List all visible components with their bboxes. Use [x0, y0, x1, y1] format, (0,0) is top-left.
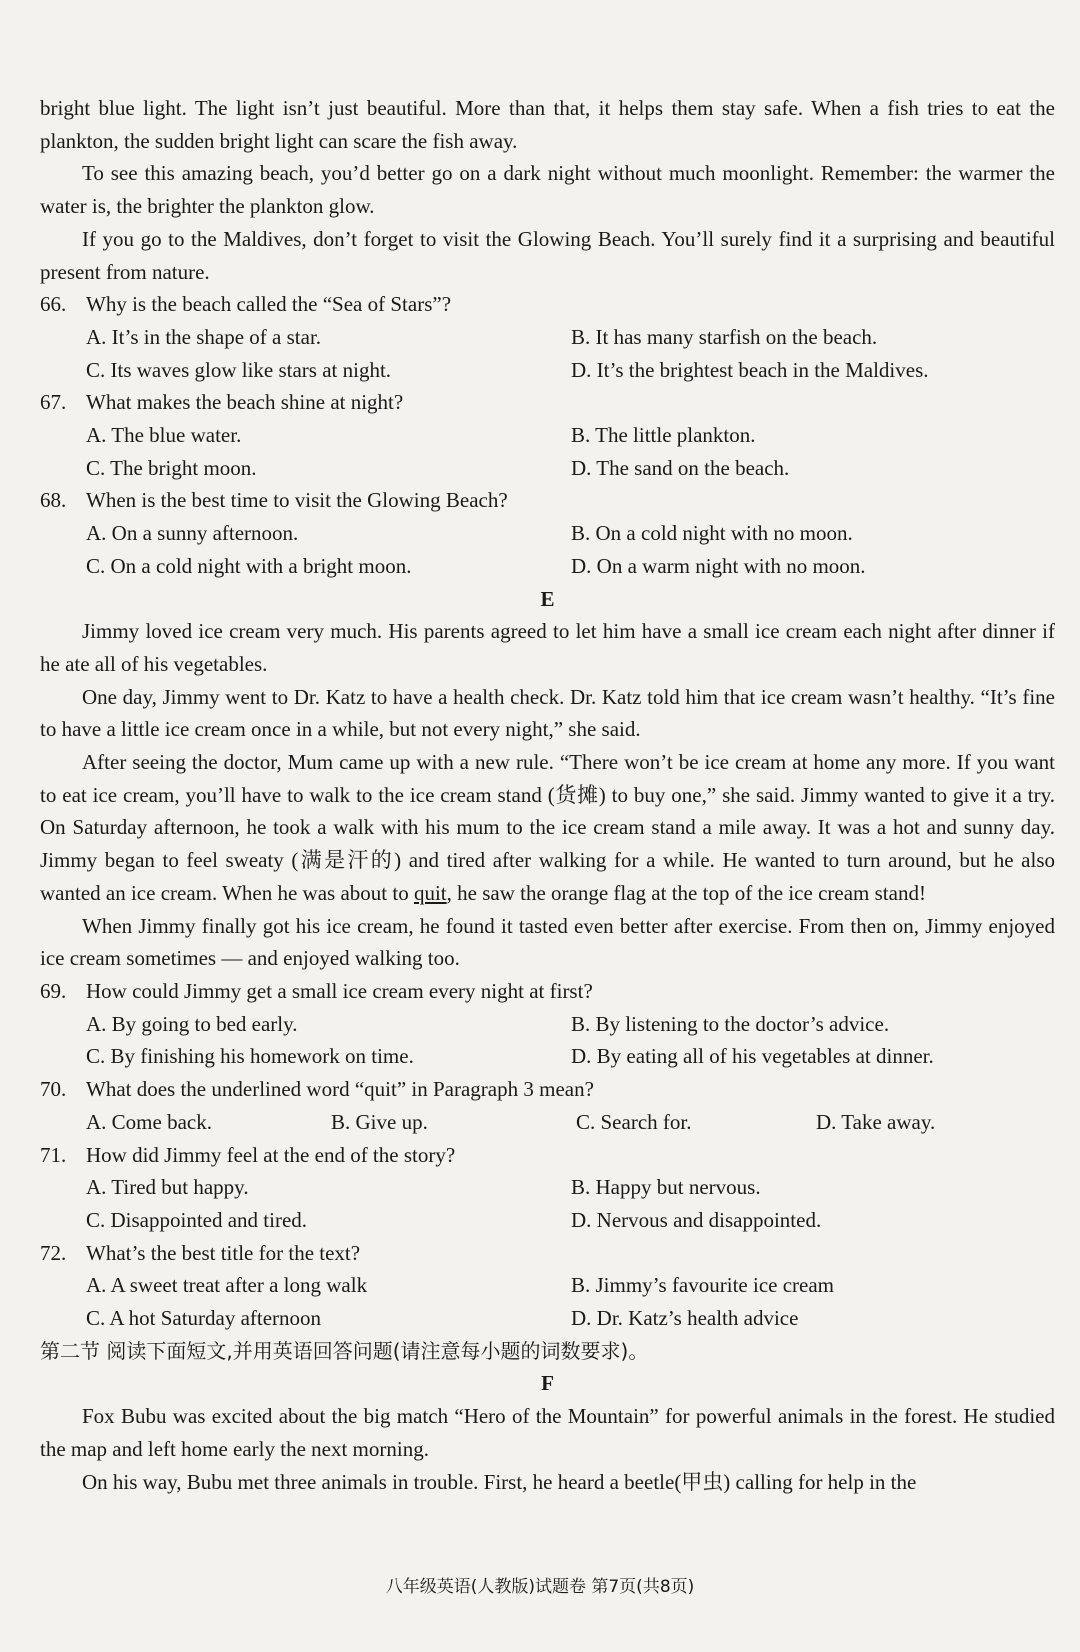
- passage-paragraph: Fox Bubu was excited about the big match “Hero of the Mountain” for powerful animals in the forest. He studied the map and left home early the next morning.: [40, 1404, 1055, 1461]
- page-content: [40, 92, 1055, 1498]
- question-number: 70.: [40, 1077, 67, 1102]
- paragraph-text: , he saw the orange flag at the top of the ice cream stand!: [446, 880, 926, 905]
- passage-paragraph: One day, Jimmy went to Dr. Katz to have a health check. Dr. Katz told him that ice cream wasn’t healthy. “It’s fine to have a little ice cream once in a while, but not every night,” she said.: [40, 684, 1055, 742]
- option: C. On a cold night with a bright moon.: [86, 553, 412, 578]
- paragraph-text: After seeing the doctor, Mum came up with a new rule. “There won’t be ice cream at home any more. If you want to eat ice cream, you’ll have to walk to the ice cream stand (货摊) to buy one,” she said. Jimmy wanted to give it a try. On Saturday afternoon, he took a walk with his mum to the ice cream stand a mile away. It was a hot and sunny day. Jimmy began to feel sweaty (满是汗的) and tired after walking for a while. He wanted to turn around, but he also wanted an ice cream. When he was about to: [40, 750, 1055, 905]
- option: C. A hot Saturday afternoon: [86, 1306, 322, 1331]
- option: B. Happy but nervous.: [571, 1175, 761, 1200]
- option: D. Nervous and disappointed.: [571, 1207, 822, 1232]
- question-number: 66.: [40, 292, 67, 317]
- option: C. By finishing his homework on time.: [86, 1044, 414, 1069]
- options: [40, 1106, 1055, 1139]
- question-number: 69.: [40, 978, 67, 1003]
- option: A. The blue water.: [86, 423, 242, 448]
- question-number: 71.: [40, 1142, 67, 1167]
- option: D. Take away.: [816, 1109, 936, 1134]
- question-text: Why is the beach called the “Sea of Stars”?: [86, 292, 452, 317]
- page-footer: 八年级英语(人教版)试题卷 第7页(共8页): [385, 1577, 695, 1597]
- passage-paragraph: If you go to the Maldives, don’t forget to visit the Glowing Beach. You’ll surely find it a surprising and beautiful present from nature.: [40, 226, 1055, 284]
- option: C. Search for.: [576, 1109, 692, 1134]
- passage-paragraph: To see this amazing beach, you’d better go on a dark night without much moonlight. Remember: the warmer the water is, the brighter the plankton glow.: [40, 161, 1055, 219]
- options: [40, 1171, 1055, 1236]
- underlined-word: quit: [413, 880, 447, 905]
- option: D. The sand on the beach.: [571, 455, 790, 480]
- question-text: How did Jimmy feel at the end of the story?: [86, 1142, 456, 1167]
- option: B. It has many starfish on the beach.: [571, 324, 878, 349]
- passage-paragraph: On his way, Bubu met three animals in trouble. First, he heard a beetle(甲虫) calling for help in the: [82, 1469, 917, 1494]
- question-text: What’s the best title for the text?: [86, 1240, 361, 1265]
- option: B. On a cold night with no moon.: [571, 521, 853, 546]
- question-number: 67.: [40, 390, 67, 415]
- option: B. Jimmy’s favourite ice cream: [571, 1273, 835, 1298]
- options: [40, 321, 1055, 386]
- question: [40, 386, 1055, 419]
- option: B. By listening to the doctor’s advice.: [571, 1011, 890, 1036]
- question: [40, 1073, 1055, 1106]
- question-text: What makes the beach shine at night?: [86, 390, 404, 415]
- question: [40, 975, 1055, 1008]
- option: D. On a warm night with no moon.: [571, 553, 866, 578]
- question-number: 72.: [40, 1240, 67, 1265]
- option: D. Dr. Katz’s health advice: [571, 1306, 799, 1331]
- question: [40, 1139, 1055, 1172]
- options: [40, 517, 1055, 582]
- option: A. Tired but happy.: [86, 1175, 249, 1200]
- question-text: How could Jimmy get a small ice cream every night at first?: [86, 978, 593, 1003]
- option: A. A sweet treat after a long walk: [86, 1273, 368, 1298]
- option: C. Disappointed and tired.: [86, 1207, 308, 1232]
- options: [40, 419, 1055, 484]
- option: A. On a sunny afternoon.: [86, 521, 299, 546]
- passage-paragraph: bright blue light. The light isn’t just beautiful. More than that, it helps them stay safe. When a fish tries to eat the plankton, the sudden bright light can scare the fish away.: [40, 96, 1055, 153]
- option: A. Come back.: [86, 1109, 212, 1134]
- question: [40, 484, 1055, 517]
- question: [40, 288, 1055, 321]
- option: D. It’s the brightest beach in the Maldives.: [571, 357, 929, 382]
- option: B. Give up.: [331, 1109, 428, 1134]
- question-number: 68.: [40, 488, 67, 513]
- option: A. It’s in the shape of a star.: [86, 324, 322, 349]
- part-heading: 第二节 阅读下面短文,并用英语回答问题(请注意每小题的词数要求)。: [40, 1338, 649, 1363]
- option: B. The little plankton.: [571, 423, 756, 448]
- passage-paragraph: [40, 746, 1055, 910]
- option: C. Its waves glow like stars at night.: [86, 357, 392, 382]
- option: C. The bright moon.: [86, 455, 257, 480]
- section-letter: F: [541, 1371, 554, 1396]
- question-text: When is the best time to visit the Glowing Beach?: [86, 488, 508, 513]
- question-text: What does the underlined word “quit” in Paragraph 3 mean?: [86, 1077, 594, 1102]
- passage-paragraph: When Jimmy finally got his ice cream, he found it tasted even better after exercise. From then on, Jimmy enjoyed ice cream sometimes — and enjoyed walking too.: [40, 913, 1055, 971]
- option: A. By going to bed early.: [86, 1011, 298, 1036]
- passage-paragraph: Jimmy loved ice cream very much. His parents agreed to let him have a small ice cream each night after dinner if he ate all of his vegetables.: [40, 619, 1055, 676]
- options: [40, 1008, 1055, 1073]
- question: [40, 1237, 1055, 1270]
- option: D. By eating all of his vegetables at dinner.: [571, 1044, 934, 1069]
- options: [40, 1269, 1055, 1334]
- section-letter: E: [540, 586, 555, 611]
